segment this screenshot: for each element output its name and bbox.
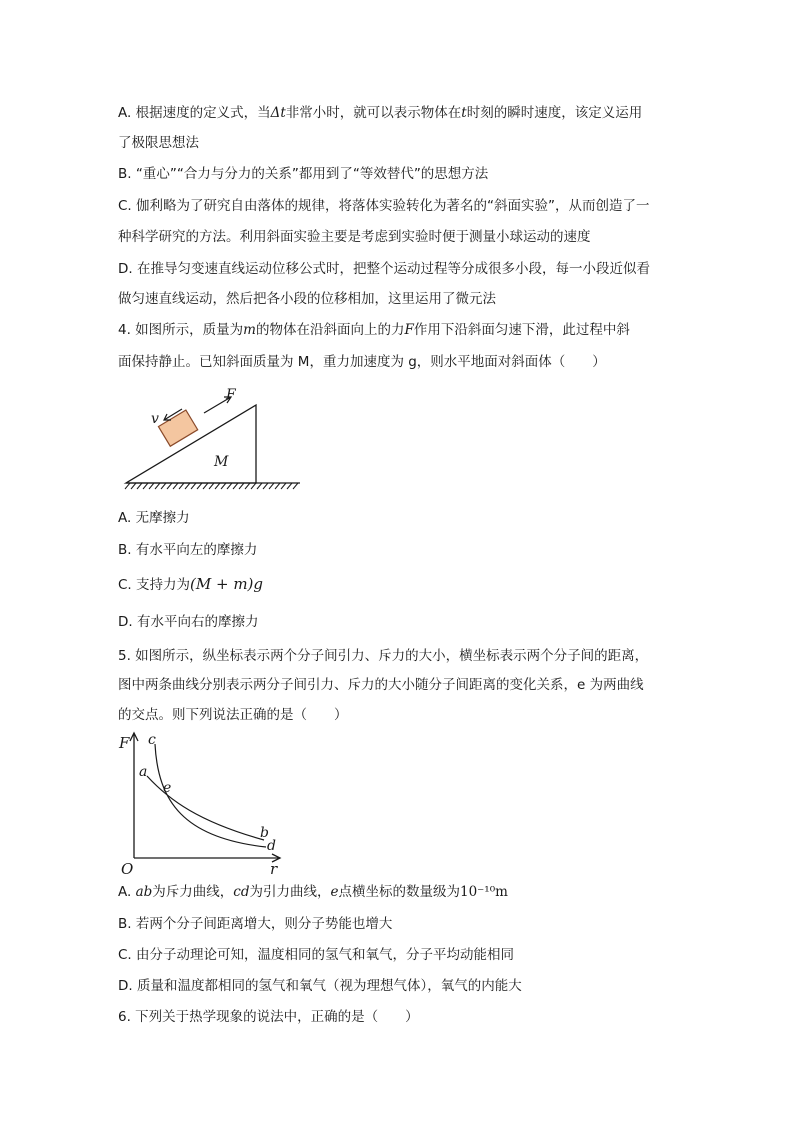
- q3-option-d-line2: 做匀速直线运动，然后把各小段的位移相加，这里运用了微元法: [118, 291, 496, 307]
- label-d: d: [267, 838, 276, 854]
- axis-label-F: F: [119, 734, 130, 752]
- q5-option-a-letter: A.: [118, 884, 132, 900]
- q3-option-c-line2: 种科学研究的方法。利用斜面实验主要是考虑到实验时便于测量小球运动的速度: [118, 229, 591, 245]
- q4-option-c: [118, 574, 263, 595]
- molecular-force-figure: [114, 730, 286, 876]
- q5-option-d: D. 质量和温度都相同的氢气和氧气（视为理想气体），氧气的内能大: [118, 978, 522, 994]
- q3-option-a-t: t: [461, 105, 467, 121]
- incline-wedge: [126, 405, 256, 483]
- q4-option-b: B. 有水平向左的摩擦力: [118, 542, 258, 558]
- curve-cd: [155, 744, 266, 847]
- q3-option-a-text-3: 时刻的瞬时速度，该定义运用: [466, 105, 643, 121]
- incline-figure: [118, 382, 308, 494]
- axis-label-r: r: [270, 860, 278, 876]
- q4-stem-text-3: 作用下沿斜面匀速下滑，此过程中斜: [413, 322, 630, 338]
- label-F: F: [226, 387, 236, 403]
- q3-option-c-line1: C. 伽利略为了研究自由落体的规律，将落体实验转化为著名的“斜面实验”，从而创造了一: [118, 198, 650, 214]
- q3-option-a-delta-t: Δt: [270, 105, 286, 121]
- q4-option-d: D. 有水平向右的摩擦力: [118, 614, 259, 630]
- q3-option-d-line1: D. 在推导匀变速直线运动位移公式时，把整个运动过程等分成很多小段，每一小段近似看: [118, 261, 650, 277]
- q5-option-b: B. 若两个分子间距离增大，则分子势能也增大: [118, 916, 393, 932]
- ground-hatch: [125, 483, 298, 489]
- q5-option-a-ab: ab: [135, 884, 153, 900]
- q3-option-a-line1: [118, 103, 642, 123]
- q5-stem-line2: 图中两条曲线分别表示两分子间引力、斥力的大小随分子间距离的变化关系，e 为两曲线: [118, 677, 644, 693]
- q5-option-a-e: e: [330, 884, 339, 900]
- label-v: v: [151, 411, 159, 427]
- label-M: M: [214, 454, 229, 470]
- q4-stem-F: F: [404, 322, 414, 338]
- q4-stem-text-2: 的物体在沿斜面向上的力: [255, 322, 405, 338]
- q4-option-c-text: C. 支持力为: [118, 577, 191, 593]
- q5-option-a-text-2: 为引力曲线，: [249, 884, 331, 900]
- q5-stem-line3: 的交点。则下列说法正确的是（ ）: [118, 707, 348, 723]
- q5-option-a-text: 为斥力曲线，: [152, 884, 234, 900]
- label-e: e: [163, 780, 172, 796]
- q5-stem-line1: 5. 如图所示，纵坐标表示两个分子间引力、斥力的大小，横坐标表示两个分子间的距离，: [118, 648, 649, 664]
- q5-option-a-value: 10⁻¹⁰m: [460, 884, 508, 900]
- q5-option-a: [118, 882, 508, 902]
- origin-label: O: [121, 860, 134, 876]
- q3-option-a-line2: 了极限思想法: [118, 135, 199, 151]
- q5-option-a-text-3: 点横坐标的数量级为: [338, 884, 460, 900]
- q4-option-c-formula: (M + m)g: [190, 575, 264, 593]
- q5-option-a-cd: cd: [233, 884, 250, 900]
- label-c: c: [148, 732, 156, 748]
- q4-stem-text: 4. 如图所示，质量为: [118, 322, 244, 338]
- q3-option-b: B. “重心”“合力与分力的关系”都用到了“等效替代”的思想方法: [118, 166, 489, 182]
- q3-option-a-text: A. 根据速度的定义式，当: [118, 105, 271, 121]
- q3-option-a-text-2: 非常小时，就可以表示物体在: [285, 105, 462, 121]
- q6-stem: 6. 下列关于热学现象的说法中，正确的是（ ）: [118, 1009, 419, 1025]
- label-b: b: [260, 825, 269, 841]
- q4-stem-line2: 面保持静止。已知斜面质量为 M，重力加速度为 g，则水平地面对斜面体（ ）: [118, 354, 606, 370]
- q5-option-c: C. 由分子动理论可知，温度相同的氢气和氧气，分子平均动能相同: [118, 947, 515, 963]
- q4-stem-m: m: [243, 322, 256, 338]
- q4-option-a: A. 无摩擦力: [118, 510, 190, 526]
- label-a: a: [139, 764, 148, 780]
- q4-stem-line1: [118, 320, 630, 340]
- block-body: [158, 410, 197, 446]
- sliding-block: [158, 410, 197, 446]
